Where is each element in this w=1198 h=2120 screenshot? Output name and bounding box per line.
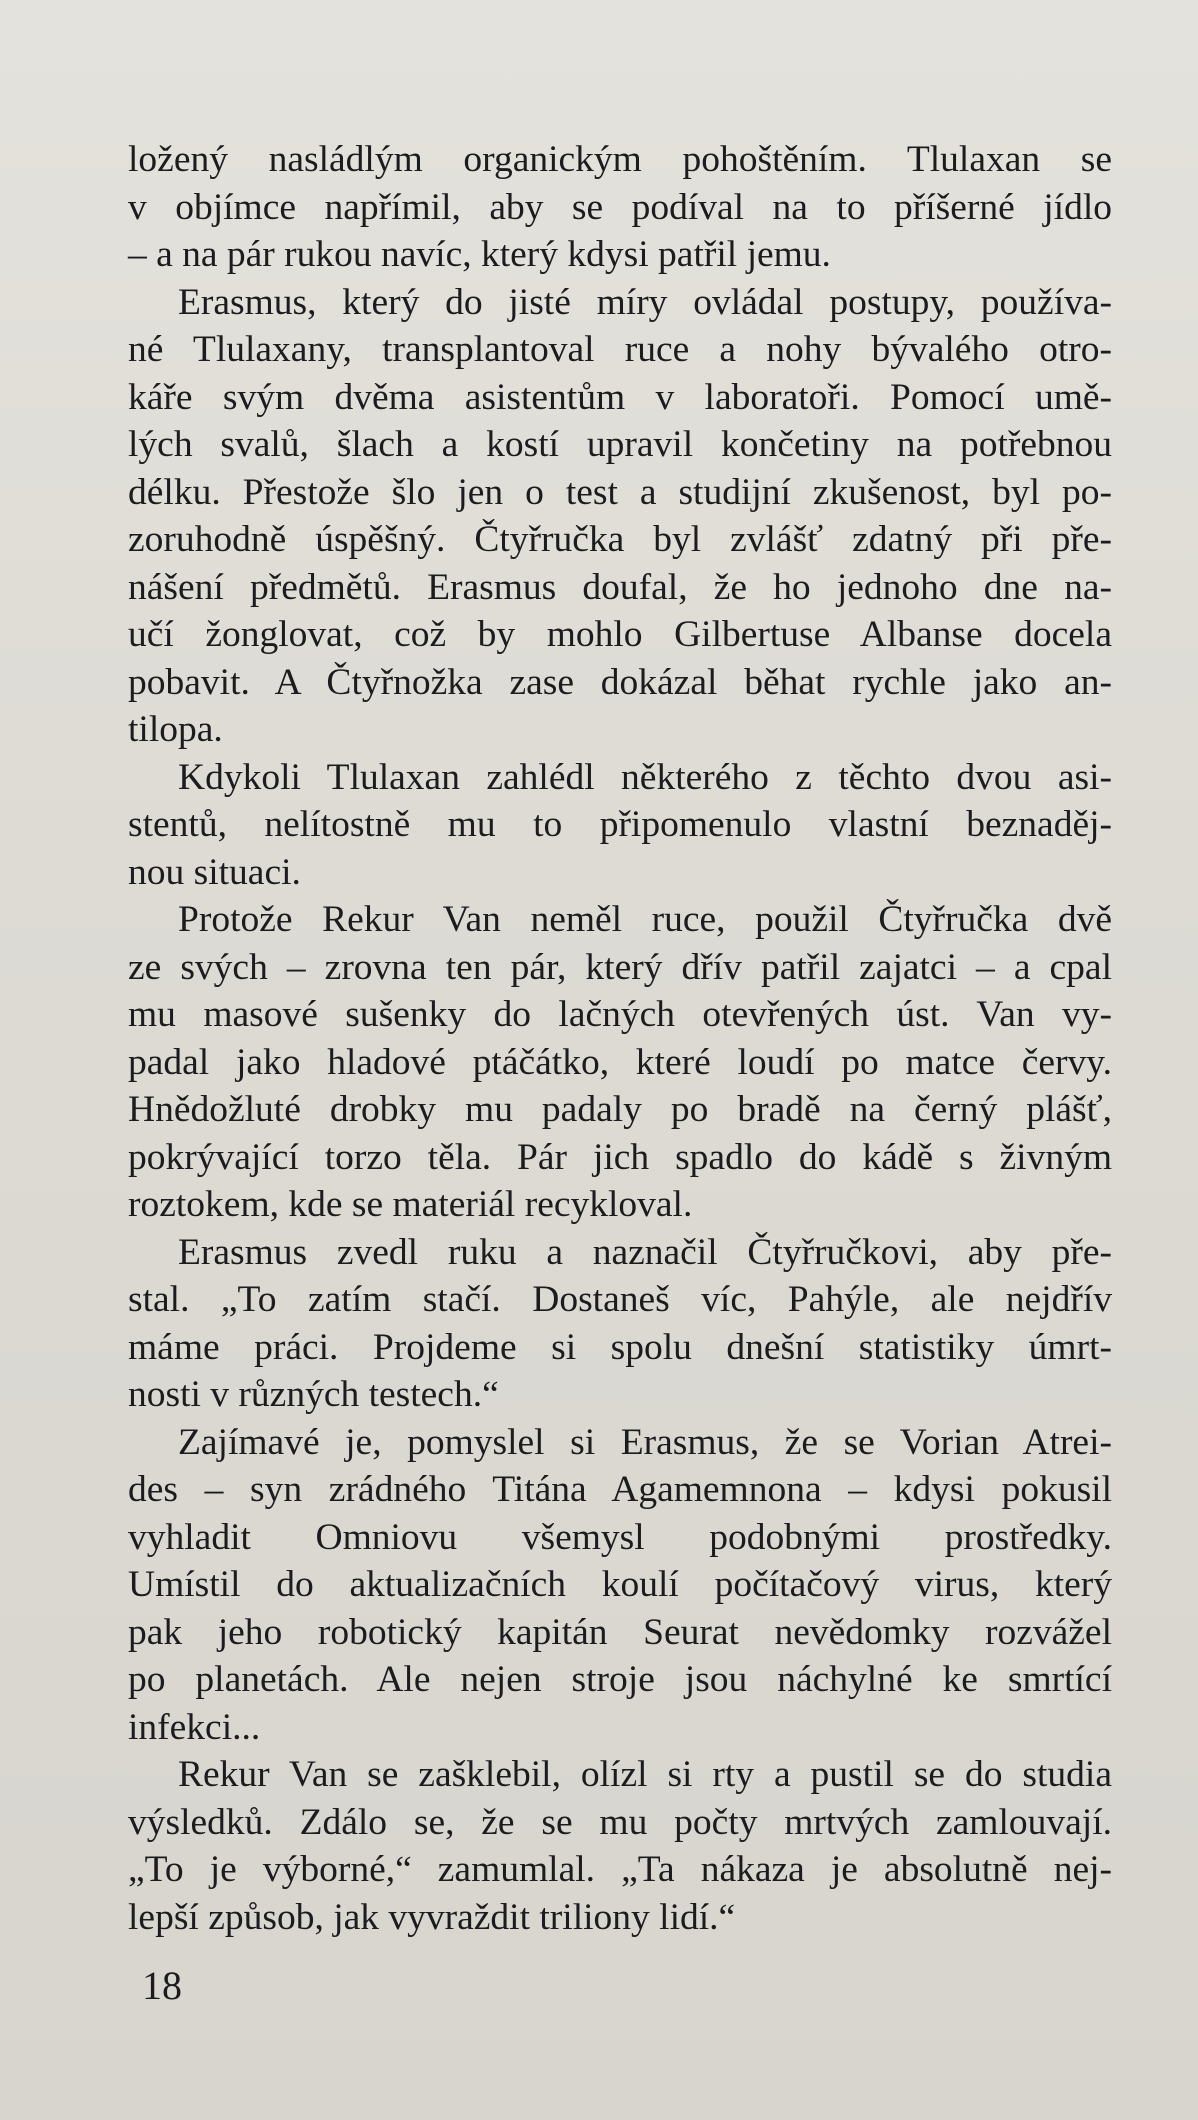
text-line: tilopa. (128, 709, 223, 750)
text-line: výsledků. Zdálo se, že se mu počty mrtvých zamlouvají. (128, 1801, 1112, 1843)
text-line: ložený nasládlým organickým pohoštěním. Tlulaxan se (128, 139, 1112, 180)
text-line: pokrývající torzo těla. Pár jich spadlo do kádě s živným (128, 1136, 1112, 1178)
text-line: infekci... (128, 1706, 261, 1748)
page-number: 18 (142, 1963, 182, 2008)
text-line: pak jeho robotický kapitán Seurat nevědomky rozvážel (128, 1611, 1112, 1653)
text-line: des – syn zrádného Titána Agamemnona – kdysi pokusil (128, 1469, 1112, 1510)
text-line: né Tlulaxany, transplantoval ruce a nohy bývalého otro- (128, 329, 1112, 370)
text-line: vyhladit Omniovu všemysl podobnými prostředky. (128, 1516, 1112, 1558)
text-line: mu masové sušenky do lačných otevřených úst. Van vy- (128, 994, 1112, 1035)
text-line: nou situaci. (128, 851, 301, 893)
text-line: máme práci. Projdeme si spolu dnešní statistiky úmrt- (128, 1326, 1112, 1368)
text-line: zoruhodně úspěšný. Čtyřručka byl zvlášť zdatný při pře- (128, 519, 1112, 560)
text-line: učí žonglovat, což by mohlo Gilbertuse Albanse docela (128, 614, 1112, 655)
text-line: ze svých – zrovna ten pár, který dřív patřil zajatci – a cpal (128, 946, 1112, 988)
text-line: lých svalů, šlach a kostí upravil končetiny na potřebnou (128, 424, 1112, 465)
text-line: padal jako hladové ptáčátko, které loudí po matce červy. (128, 1041, 1112, 1083)
text-line: lepší způsob, jak vyvraždit triliony lidí.“ (128, 1896, 736, 1938)
text-line: stal. „To zatím stačí. Dostaneš víc, Pahýle, ale nejdřív (128, 1279, 1112, 1320)
text-line: Hnědožluté drobky mu padaly po bradě na černý plášť, (128, 1089, 1112, 1130)
text-line: pobavit. A Čtyřnožka zase dokázal běhat rychle jako an- (128, 661, 1112, 703)
text-line: káře svým dvěma asistentům v laboratoři. Pomocí umě- (128, 376, 1112, 418)
body-text (128, 136, 1112, 1941)
text-line: nášení předmětů. Erasmus doufal, že ho jednoho dne na- (128, 566, 1112, 608)
text-line: Erasmus zvedl ruku a naznačil Čtyřručkovi, aby pře- (178, 1231, 1112, 1273)
text-line: stentů, nelítostně mu to připomenulo vlastní beznaděj- (128, 804, 1112, 845)
text-line: Umístil do aktualizačních koulí počítačový virus, který (128, 1564, 1112, 1605)
text-line: „To je výborné,“ zamumlal. „Ta nákaza je absolutně nej- (128, 1849, 1112, 1890)
text-line: Erasmus, který do jisté míry ovládal postupy, používa- (178, 281, 1112, 323)
text-line: délku. Přestože šlo jen o test a studijní zkušenost, byl po- (128, 471, 1112, 513)
text-line: Rekur Van se zašklebil, olízl si rty a pustil se do studia (178, 1754, 1112, 1795)
text-line: po planetách. Ale nejen stroje jsou náchylné ke smrtící (128, 1659, 1112, 1700)
text-line: – a na pár rukou navíc, který kdysi patřil jemu. (128, 234, 831, 275)
text-line: v objímce napřímil, aby se podíval na to příšerné jídlo (128, 186, 1112, 228)
text-line: Protože Rekur Van neměl ruce, použil Čtyřručka dvě (178, 899, 1112, 940)
text-line: roztokem, kde se materiál recykloval. (128, 1184, 693, 1225)
text-line: Kdykoli Tlulaxan zahlédl některého z těchto dvou asi- (178, 756, 1112, 798)
text-line: nosti v různých testech.“ (128, 1374, 499, 1415)
text-line: Zajímavé je, pomyslel si Erasmus, že se Vorian Atrei- (178, 1421, 1112, 1463)
